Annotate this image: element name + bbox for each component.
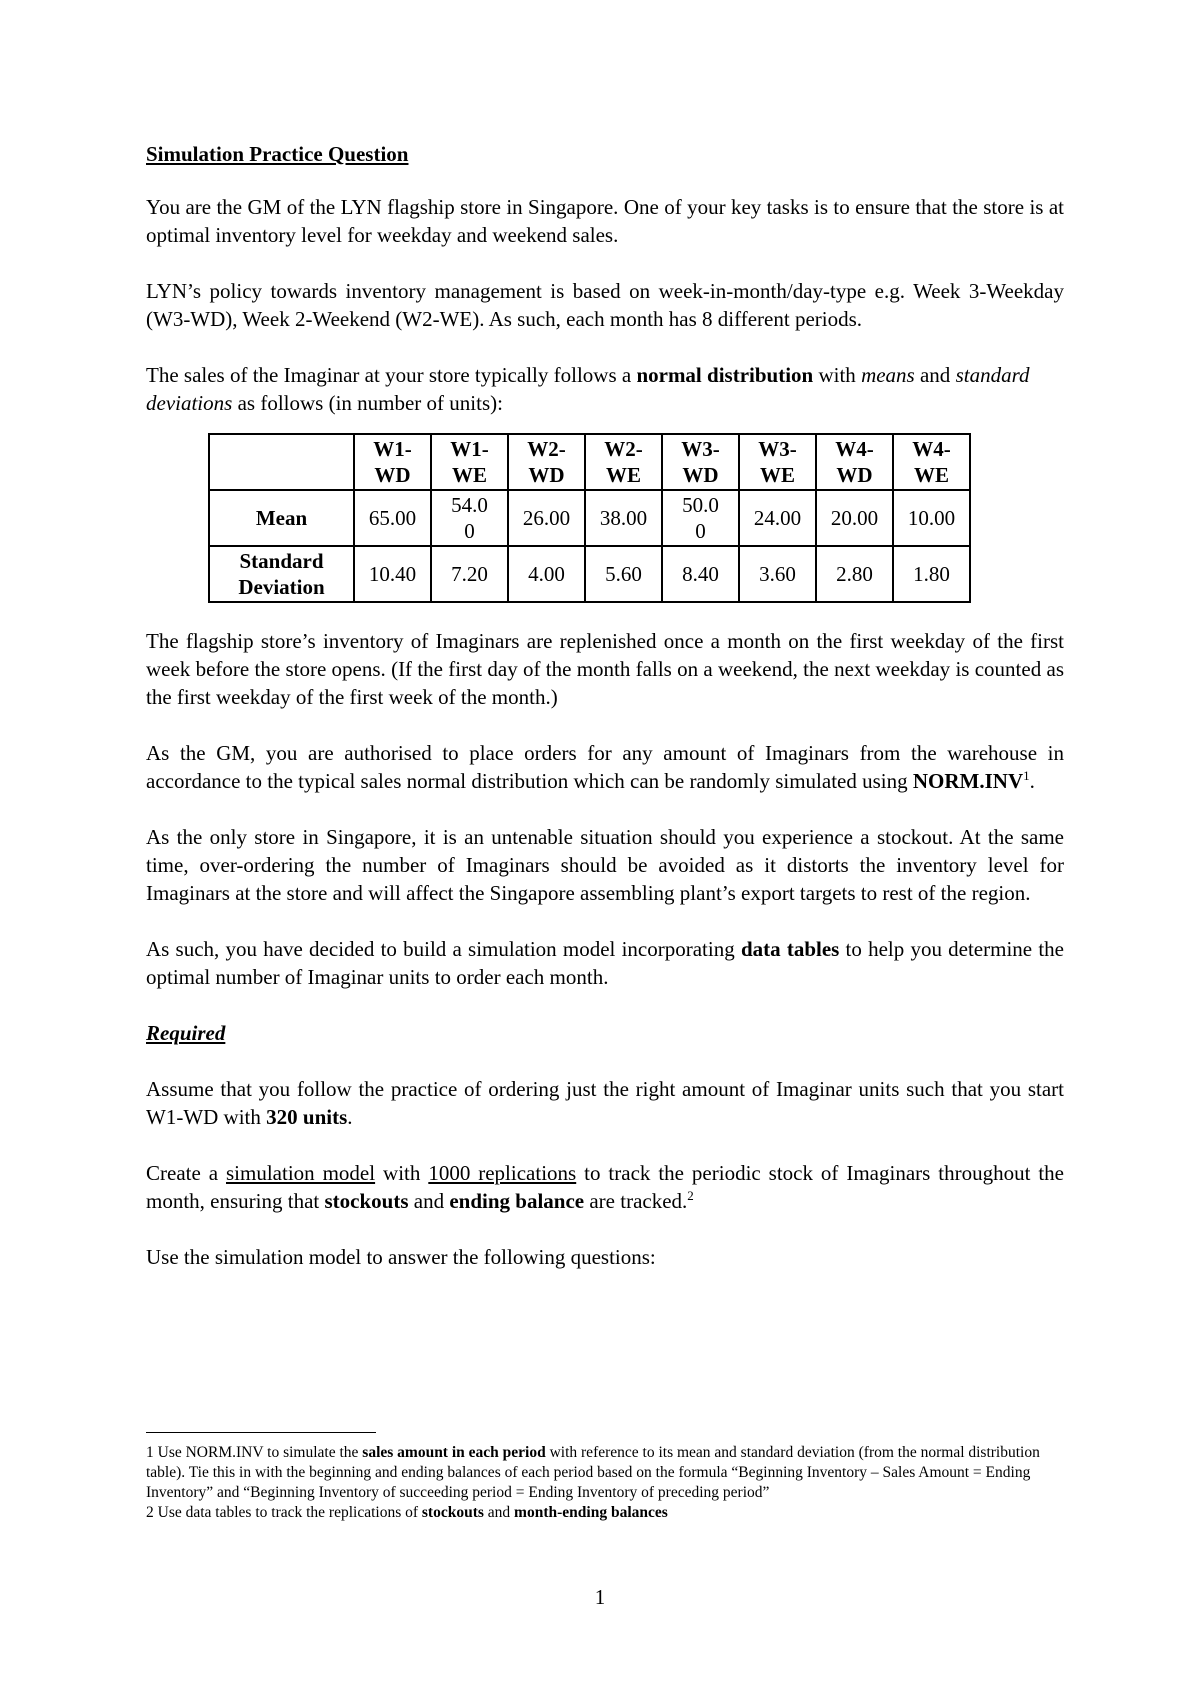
table-header-cell: W3- WD xyxy=(662,434,739,490)
row-label-standard-deviation: Standard Deviation xyxy=(209,546,354,602)
table-header-cell: W4- WE xyxy=(893,434,970,490)
paragraph-assumption: Assume that you follow the practice of ordering just the right amount of Imaginar units such that you start W1-WD with 320 units. xyxy=(146,1077,1064,1129)
footnotes xyxy=(146,1432,1064,1523)
table-header-row xyxy=(209,434,970,490)
footnote-ref-2: 2 xyxy=(687,1188,694,1203)
table-cell: 54.0 0 xyxy=(431,490,508,546)
paragraph-stockout: As the only store in Singapore, it is an untenable situation should you experience a stockout. At the same time, over-ordering the number of Imaginars should be avoided as it distorts the inventory level for Imaginars at the store and will affect the Singapore assembling plant’s export targets to rest of the region. xyxy=(146,825,1064,905)
table-header-cell: W4- WD xyxy=(816,434,893,490)
table-cell: 26.00 xyxy=(508,490,585,546)
paragraph-intro: You are the GM of the LYN flagship store in Singapore. One of your key tasks is to ensure that the store is at optimal inventory level for weekday and weekend sales. xyxy=(146,195,1064,247)
bold-data-tables: data tables xyxy=(740,937,840,961)
table-row-standard-deviation xyxy=(209,546,970,602)
body-content xyxy=(146,140,1064,1299)
table-cell: 4.00 xyxy=(508,546,585,602)
paragraph-replenishment: The flagship store’s inventory of Imaginars are replenished once a month on the first weekday of the first week before the store opens. (If the first day of the month falls on a weekend, the next weekday is counted as the first weekday of the first week of the month.) xyxy=(146,629,1064,709)
table-cell: 1.80 xyxy=(893,546,970,602)
paragraph-create-model: Create a simulation model with 1000 replications to track the periodic stock of Imaginars throughout the month, ensuring that stockouts and ending balance are tracked.$^2$ xyxy=(146,1161,1065,1213)
table-cell: 10.00 xyxy=(893,490,970,546)
bold-ending-balance: ending balance xyxy=(449,1189,585,1213)
table-cell: 2.80 xyxy=(816,546,893,602)
paragraph-orders: As the GM, you are authorised to place orders for any amount of Imaginars from the warehouse in accordance to the typical sales normal distribution which can be randomly simulated using NORM.INV$^1$. xyxy=(146,741,1064,793)
table-cell: 3.60 xyxy=(739,546,816,602)
italic-means: means xyxy=(861,363,915,387)
page-number: 1 xyxy=(594,1585,606,1609)
table-cell: 8.40 xyxy=(662,546,739,602)
underlined-1000-replications: 1000 replications xyxy=(428,1161,577,1185)
bold-norm-inv: NORM.INV xyxy=(912,769,1024,793)
paragraph-questions: Use the simulation model to answer the following questions: xyxy=(146,1245,656,1269)
table-cell: 24.00 xyxy=(739,490,816,546)
table-cell: 65.00 xyxy=(354,490,431,546)
table-cell: 50.0 0 xyxy=(662,490,739,546)
bold-320-units: 320 units xyxy=(266,1105,348,1129)
footnote-ref-1: 1 xyxy=(1023,768,1030,783)
page-title: Simulation Practice Question xyxy=(146,142,409,166)
row-label-mean: Mean xyxy=(209,490,354,546)
table-cell: 20.00 xyxy=(816,490,893,546)
table-header-cell: W2- WD xyxy=(508,434,585,490)
table-corner-cell xyxy=(209,434,354,490)
paragraph-policy: LYN’s policy towards inventory management is based on week-in-month/day-type e.g. Week 3-Weekday (W3-WD), Week 2-Weekend (W2-WE). As such, each month has 8 different periods. xyxy=(146,279,1064,331)
italic-standard-deviations: standard deviations xyxy=(146,363,1030,415)
bold-normal-distribution: normal distribution xyxy=(636,363,814,387)
footnote-separator xyxy=(146,1432,376,1433)
table-cell: 5.60 xyxy=(585,546,662,602)
paragraph-distribution: The sales of the Imaginar at your store typically follows a normal distribution with means and standard deviations as follows (in number of units): xyxy=(146,363,1030,415)
sales-distribution-table xyxy=(208,433,971,603)
table-cell: 10.40 xyxy=(354,546,431,602)
table-header-cell: W2- WE xyxy=(585,434,662,490)
required-heading: Required xyxy=(146,1021,226,1045)
paragraph-data-tables: As such, you have decided to build a simulation model incorporating data tables to help you determine the optimal number of Imaginar units to order each month. xyxy=(146,937,1064,989)
table-row-mean xyxy=(209,490,970,546)
underlined-simulation-model: simulation model xyxy=(226,1161,376,1185)
table-cell: 7.20 xyxy=(431,546,508,602)
table-header-cell: W3- WE xyxy=(739,434,816,490)
footnote-2: 2 Use data tables to track the replications of stockouts and month-ending balances xyxy=(146,1504,668,1521)
table-header-cell: W1- WE xyxy=(431,434,508,490)
table-cell: 38.00 xyxy=(585,490,662,546)
bold-stockouts: stockouts xyxy=(324,1189,409,1213)
footnote-1: 1 Use NORM.INV to simulate the sales amount in each period with reference to its mean and standard deviation (from the normal distribution table). Tie this in with the beginning and ending balances of each period based on the formula “Beginning Inventory – Sales Amount = Ending Inventory” and “Beginning Inventory of succeeding period = Ending Inventory of preceding period” xyxy=(146,1444,1040,1501)
table-header-cell: W1- WD xyxy=(354,434,431,490)
